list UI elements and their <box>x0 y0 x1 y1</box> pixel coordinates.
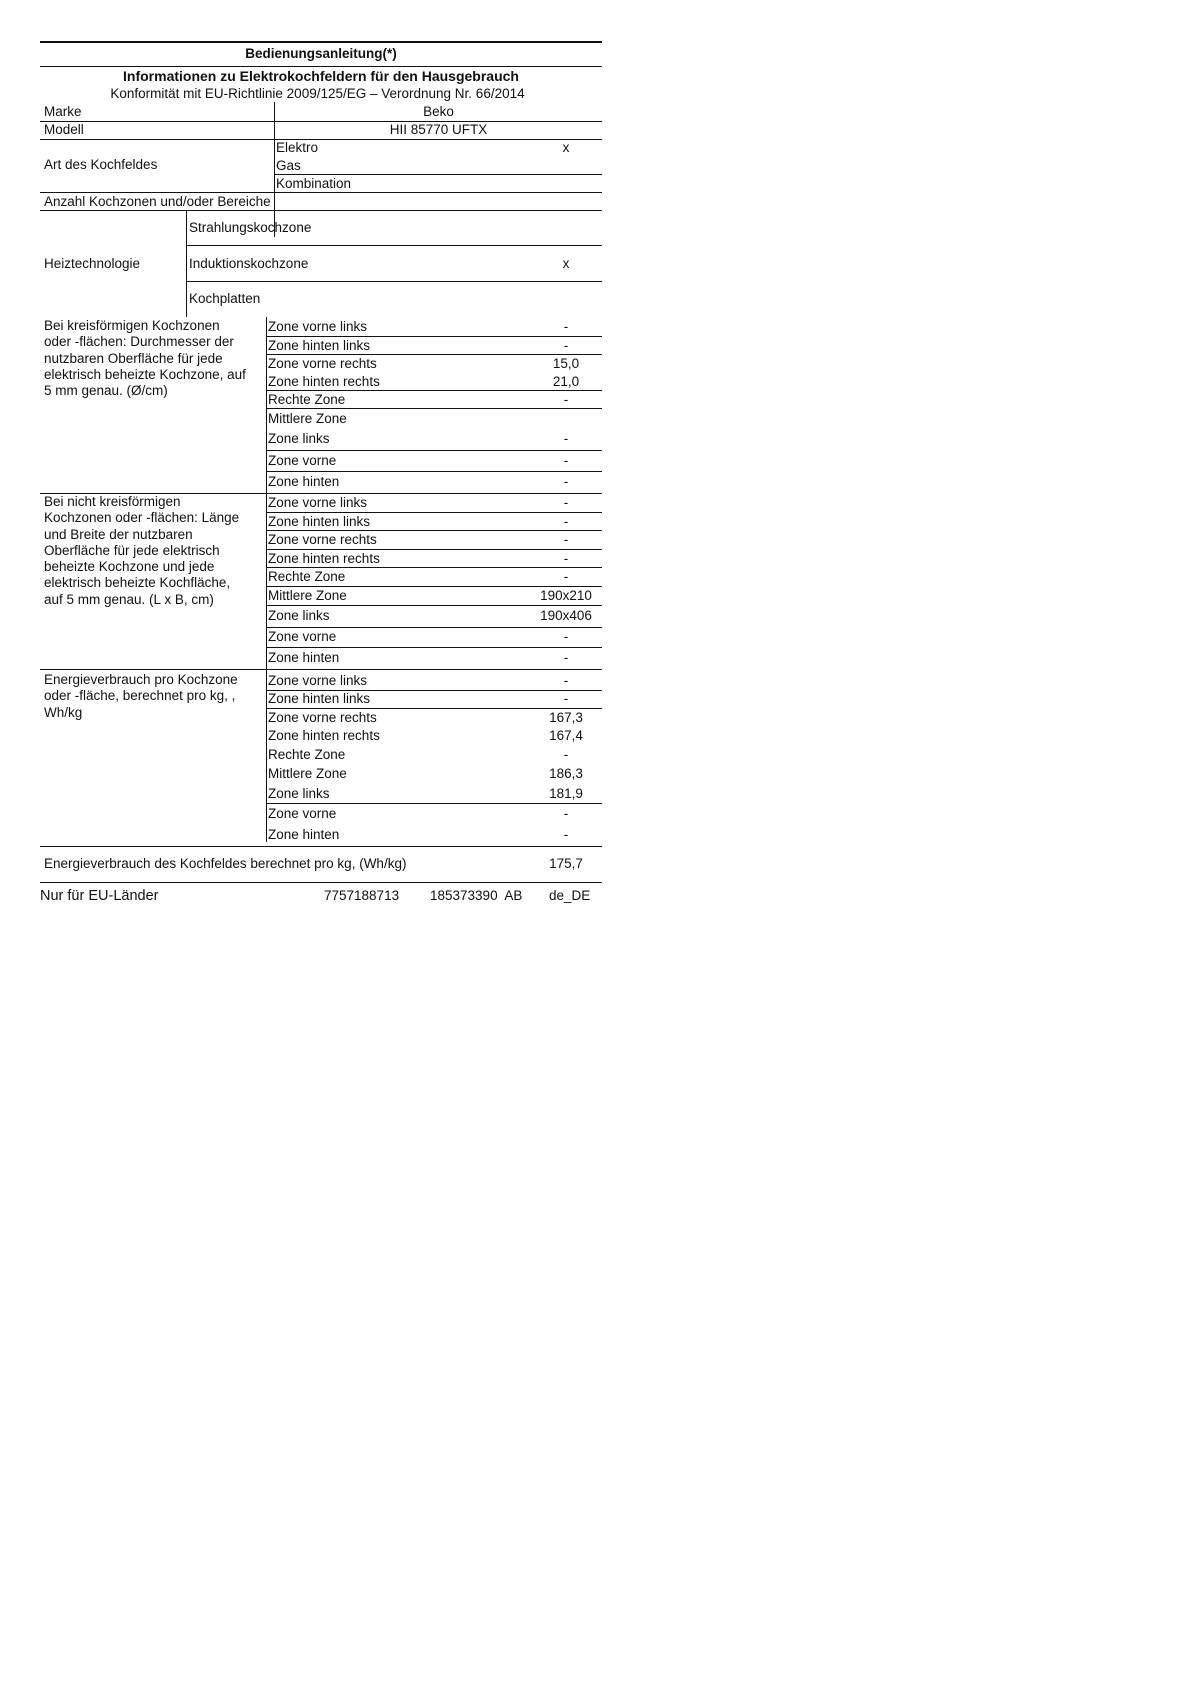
circular-value: - <box>563 319 569 334</box>
footer-code-2: 185373390 AB <box>430 888 523 903</box>
brand-label: Marke <box>44 104 82 119</box>
noncircular-zone: Rechte Zone <box>268 569 346 584</box>
energy-value: 186,3 <box>549 766 583 781</box>
divider <box>266 317 267 493</box>
circular-value: - <box>563 338 569 353</box>
divider <box>266 493 267 669</box>
footer-code-1: 7757188713 <box>324 888 400 903</box>
energy-section-label: Energieverbrauch pro Kochzone oder -fläche, berechnet pro kg, , Wh/kg <box>44 672 238 720</box>
noncircular-value: 190x406 <box>540 608 592 623</box>
noncircular-zone: Zone vorne rechts <box>268 532 377 547</box>
rule <box>266 336 602 337</box>
rule <box>266 390 602 391</box>
noncircular-value: - <box>563 551 569 566</box>
rule <box>266 586 602 587</box>
hob-type-electric: Elektro <box>276 140 319 155</box>
rule <box>40 210 602 211</box>
hob-type-gas: Gas <box>276 158 301 173</box>
energy-zone: Zone vorne <box>268 806 337 821</box>
circular-zone: Zone vorne rechts <box>268 356 377 371</box>
rule <box>266 512 602 513</box>
energy-value: 167,3 <box>549 710 583 725</box>
noncircular-value: 190x210 <box>540 588 592 603</box>
rule <box>40 846 602 847</box>
energy-zone: Zone hinten links <box>268 691 371 706</box>
noncircular-value: - <box>563 629 569 644</box>
footer-note: Nur für EU-Länder <box>40 888 159 904</box>
circular-value: - <box>563 453 569 468</box>
circular-zone: Zone hinten links <box>268 338 371 353</box>
rule <box>40 192 602 193</box>
rule <box>266 450 602 451</box>
zone-count-label: Anzahl Kochzonen und/oder Bereiche <box>44 194 271 209</box>
hob-type-combination: Kombination <box>276 176 352 191</box>
circular-zone: Mittlere Zone <box>268 411 347 426</box>
energy-zone: Zone hinten <box>268 827 340 842</box>
rule <box>40 139 602 140</box>
total-energy-value: 175,7 <box>549 856 583 871</box>
noncircular-zone: Zone links <box>268 608 330 623</box>
noncircular-zone: Zone vorne links <box>268 495 368 510</box>
conformity-text: Konformität mit EU-Richtlinie 2009/125/EG – Verordnung Nr. 66/2014 <box>110 86 525 101</box>
energy-value: 181,9 <box>549 786 583 801</box>
circular-value: 21,0 <box>552 374 580 389</box>
divider <box>274 102 275 237</box>
circular-zone: Zone hinten rechts <box>268 374 380 389</box>
top-rule <box>40 41 602 43</box>
noncircular-zone: Zone vorne <box>268 629 337 644</box>
energy-value: - <box>563 747 569 762</box>
circular-zone: Rechte Zone <box>268 392 346 407</box>
energy-value: 167,4 <box>549 728 583 743</box>
energy-value: - <box>563 673 569 688</box>
hob-type-electric-mark: x <box>562 140 570 155</box>
circular-value: 15,0 <box>552 356 580 371</box>
brand-value: Beko <box>423 104 454 119</box>
rule <box>266 549 602 550</box>
rule <box>266 605 602 606</box>
noncircular-zone: Zone hinten rechts <box>268 551 380 566</box>
divider <box>266 669 267 842</box>
rule <box>40 66 602 67</box>
energy-zone: Zone vorne rechts <box>268 710 377 725</box>
heating-option-radiant: Strahlungskochzone <box>189 220 312 235</box>
heating-option-induction-mark: x <box>562 256 570 271</box>
rule <box>186 245 602 246</box>
rule <box>266 354 602 355</box>
model-value: HII 85770 UFTX <box>389 122 488 137</box>
noncircular-section-label: Bei nicht kreisförmigen Kochzonen oder -flächen: Länge und Breite der nutzbaren Oberfläche für jede elektrisch beheizte Kochzone und jede elektrisch beheizte Kochfläche, auf 5 mm genau. (L x B, cm) <box>44 494 240 607</box>
energy-zone: Zone vorne links <box>268 673 368 688</box>
rule <box>274 174 602 175</box>
rule <box>266 408 602 409</box>
energy-zone: Rechte Zone <box>268 747 346 762</box>
energy-value: - <box>563 827 569 842</box>
noncircular-value: - <box>563 514 569 529</box>
total-energy-label: Energieverbrauch des Kochfeldes berechnet pro kg, (Wh/kg) <box>44 856 407 871</box>
doc-title: Bedienungsanleitung(*) <box>245 46 397 61</box>
footer-locale: de_DE <box>549 888 591 903</box>
heating-option-hotplates: Kochplatten <box>189 291 261 306</box>
heating-label: Heiztechnologie <box>44 256 141 271</box>
circular-section-label: Bei kreisförmigen Kochzonen oder -flächen: Durchmesser der nutzbaren Oberfläche für jede elektrisch beheizte Kochzone, auf 5 mm genau. (Ø/cm) <box>44 318 246 399</box>
doc-subtitle: Informationen zu Elektrokochfeldern für den Hausgebrauch <box>123 68 519 84</box>
hob-type-label: Art des Kochfeldes <box>44 157 158 172</box>
divider <box>186 210 187 317</box>
heating-option-induction: Induktionskochzone <box>189 256 309 271</box>
rule <box>266 708 602 709</box>
circular-zone: Zone vorne <box>268 453 337 468</box>
rule <box>186 281 602 282</box>
energy-value: - <box>563 806 569 821</box>
noncircular-value: - <box>563 650 569 665</box>
rule <box>266 803 602 804</box>
circular-value: - <box>563 392 569 407</box>
noncircular-zone: Zone hinten <box>268 650 340 665</box>
rule <box>266 530 602 531</box>
noncircular-zone: Zone hinten links <box>268 514 371 529</box>
circular-value: - <box>563 431 569 446</box>
rule <box>266 471 602 472</box>
noncircular-zone: Mittlere Zone <box>268 588 347 603</box>
energy-zone: Zone links <box>268 786 330 801</box>
noncircular-value: - <box>563 569 569 584</box>
rule <box>266 567 602 568</box>
circular-value: - <box>563 474 569 489</box>
model-label: Modell <box>44 122 84 137</box>
rule <box>266 627 602 628</box>
circular-zone: Zone links <box>268 431 330 446</box>
rule <box>40 882 602 883</box>
energy-zone: Mittlere Zone <box>268 766 347 781</box>
noncircular-value: - <box>563 532 569 547</box>
rule <box>40 669 602 670</box>
noncircular-value: - <box>563 495 569 510</box>
rule <box>266 647 602 648</box>
circular-zone: Zone vorne links <box>268 319 368 334</box>
circular-zone: Zone hinten <box>268 474 340 489</box>
energy-zone: Zone hinten rechts <box>268 728 380 743</box>
energy-value: - <box>563 691 569 706</box>
